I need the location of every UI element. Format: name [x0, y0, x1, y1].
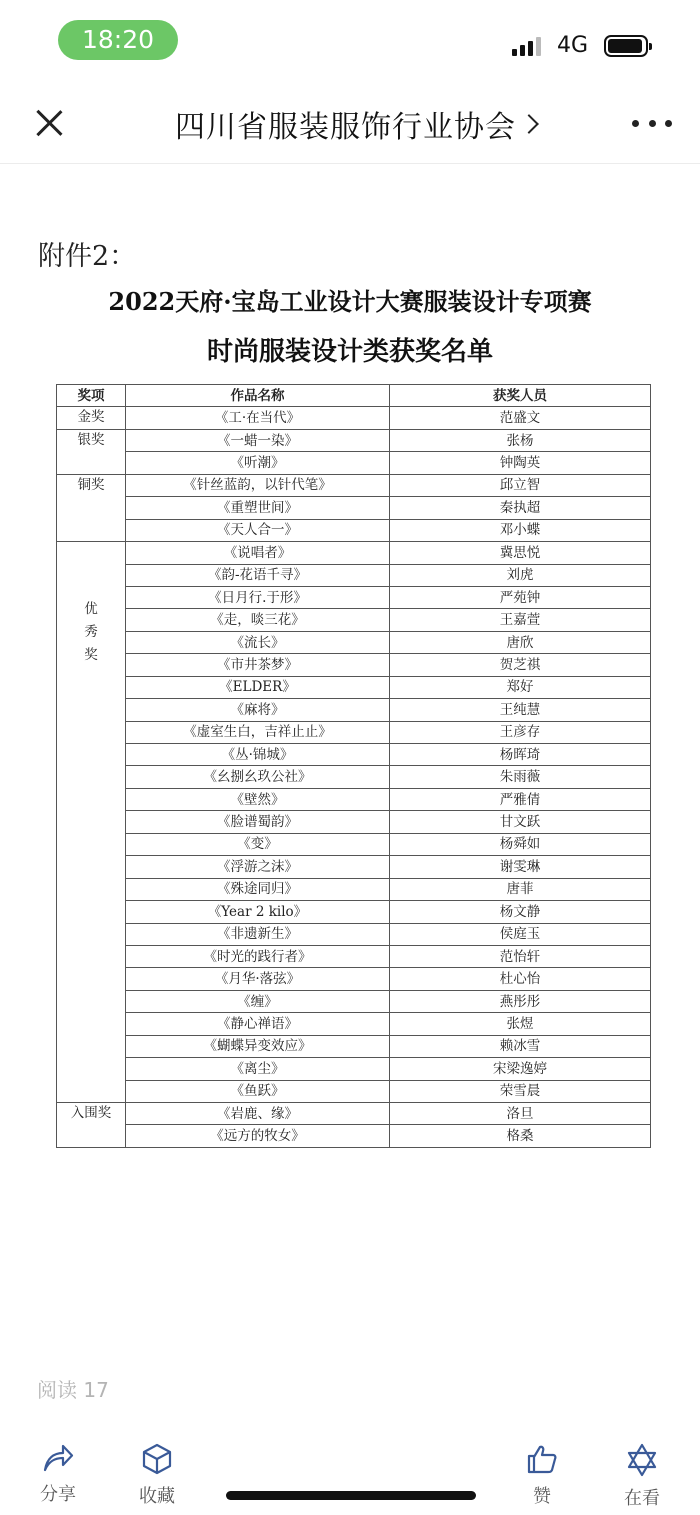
table-row — [57, 945, 651, 967]
close-icon[interactable] — [30, 104, 68, 142]
winner-name-cell: 唐欣 — [390, 631, 651, 653]
table-row — [57, 699, 651, 721]
work-title-cell: 《浮游之沫》 — [126, 856, 390, 878]
wow-button[interactable] — [612, 1442, 672, 1510]
winner-name-cell: 张煜 — [390, 1013, 651, 1035]
nav-title: 四川省服装服饰行业协会 — [175, 110, 516, 145]
chevron-right-icon — [519, 114, 539, 134]
table-row — [57, 1058, 651, 1080]
winner-name-cell: 刘虎 — [390, 564, 651, 586]
column-header-work: 作品名称 — [126, 385, 390, 407]
winner-name-cell: 杜心怡 — [390, 968, 651, 990]
table-row — [57, 519, 651, 541]
table-row — [57, 878, 651, 900]
work-title-cell: 《麻将》 — [126, 699, 390, 721]
work-title-cell: 《说唱者》 — [126, 542, 390, 564]
work-title-cell: 《工·在当代》 — [126, 407, 390, 429]
work-title-cell: 《日月行.于形》 — [126, 586, 390, 608]
column-header-winner: 获奖人员 — [390, 385, 651, 407]
document-subtitle: 时尚服装设计类获奖名单 — [206, 337, 493, 367]
star-of-david-icon — [624, 1442, 660, 1478]
work-title-cell: 《一蜡一染》 — [126, 429, 390, 451]
winner-name-cell: 贺芝祺 — [390, 654, 651, 676]
winner-name-cell: 王彦存 — [390, 721, 651, 743]
table-row — [57, 654, 651, 676]
work-title-cell: 《脸谱蜀韵》 — [126, 811, 390, 833]
table-row — [57, 429, 651, 451]
work-title-cell: 《远方的牧女》 — [126, 1125, 390, 1147]
table-row — [57, 811, 651, 833]
winner-name-cell: 冀思悦 — [390, 542, 651, 564]
winner-name-cell: 秦执超 — [390, 497, 651, 519]
work-title-cell: 《天人合一》 — [126, 519, 390, 541]
winner-name-cell: 钟陶英 — [390, 452, 651, 474]
winner-name-cell: 侯庭玉 — [390, 923, 651, 945]
winner-name-cell: 唐菲 — [390, 878, 651, 900]
work-title-cell: 《听潮》 — [126, 452, 390, 474]
work-title-cell: 《流长》 — [126, 631, 390, 653]
winner-name-cell: 杨晖琦 — [390, 744, 651, 766]
table-row — [57, 766, 651, 788]
winner-name-cell: 郑好 — [390, 676, 651, 698]
more-options-icon[interactable] — [632, 120, 672, 130]
table-row — [57, 1080, 651, 1102]
document-title: 2022天府·宝岛工业设计大赛服装设计专项赛 — [108, 287, 592, 316]
table-row — [57, 474, 651, 496]
home-indicator — [226, 1491, 476, 1500]
work-title-cell: 《虚室生白，吉祥止止》 — [126, 721, 390, 743]
cube-icon — [140, 1442, 174, 1476]
work-title-cell: 《针丝蓝韵，以针代笔》 — [126, 474, 390, 496]
winner-name-cell: 王嘉萱 — [390, 609, 651, 631]
winner-name-cell: 王纯慧 — [390, 699, 651, 721]
winner-name-cell: 荣雪晨 — [390, 1080, 651, 1102]
winner-name-cell: 格桑 — [390, 1125, 651, 1147]
winner-name-cell: 严雅倩 — [390, 788, 651, 810]
work-title-cell: 《静心禅语》 — [126, 1013, 390, 1035]
read-count: 阅读 17 — [37, 1378, 109, 1402]
table-row — [57, 1035, 651, 1057]
column-header-award: 奖项 — [57, 385, 126, 407]
winner-name-cell: 邱立智 — [390, 474, 651, 496]
like-label: 赞 — [533, 1486, 551, 1507]
table-row — [57, 542, 651, 564]
status-time: 18:20 — [58, 20, 178, 60]
winner-name-cell: 邓小蝶 — [390, 519, 651, 541]
like-button[interactable] — [512, 1442, 572, 1508]
work-title-cell: 《非遗新生》 — [126, 923, 390, 945]
work-title-cell: 《走，啖三花》 — [126, 609, 390, 631]
work-title-cell: 《岩鹿、缘》 — [126, 1103, 390, 1125]
share-button[interactable] — [28, 1442, 88, 1506]
winner-name-cell: 严苑钟 — [390, 586, 651, 608]
work-title-cell: 《市井茶梦》 — [126, 654, 390, 676]
network-type: 4G — [557, 33, 589, 58]
account-title-link[interactable] — [175, 104, 536, 144]
table-row — [57, 631, 651, 653]
table-row — [57, 1103, 651, 1125]
work-title-cell: 《月华·落弦》 — [126, 968, 390, 990]
table-row — [57, 788, 651, 810]
work-title-cell: 《重塑世间》 — [126, 497, 390, 519]
work-title-cell: 《鱼跃》 — [126, 1080, 390, 1102]
table-row — [57, 497, 651, 519]
table-row — [57, 564, 651, 586]
favorite-button[interactable] — [127, 1442, 187, 1508]
table-row — [57, 856, 651, 878]
table-row — [57, 968, 651, 990]
winner-name-cell: 赖冰雪 — [390, 1035, 651, 1057]
work-title-cell: 《壁然》 — [126, 788, 390, 810]
award-category-cell: 铜奖 — [57, 474, 126, 541]
winner-name-cell: 范怡轩 — [390, 945, 651, 967]
table-row — [57, 407, 651, 429]
share-icon — [41, 1442, 75, 1474]
work-title-cell: 《变》 — [126, 833, 390, 855]
table-header-row — [57, 385, 651, 407]
table-row — [57, 676, 651, 698]
winner-name-cell: 洛旦 — [390, 1103, 651, 1125]
table-row — [57, 609, 651, 631]
work-title-cell: 《离尘》 — [126, 1058, 390, 1080]
winner-name-cell: 甘文跃 — [390, 811, 651, 833]
award-category-cell: 银奖 — [57, 429, 126, 474]
winner-name-cell: 张杨 — [390, 429, 651, 451]
table-row — [57, 1125, 651, 1147]
battery-icon — [604, 35, 648, 57]
share-label: 分享 — [40, 1484, 76, 1505]
work-title-cell: 《殊途同归》 — [126, 878, 390, 900]
work-title-cell: 《蝴蝶异变效应》 — [126, 1035, 390, 1057]
work-title-cell: 《幺捌幺玖公社》 — [126, 766, 390, 788]
table-row — [57, 744, 651, 766]
attachment-label: 附件2： — [38, 241, 137, 272]
award-category-cell: 金奖 — [57, 407, 126, 429]
awards-table — [56, 384, 651, 1148]
work-title-cell: 《ELDER》 — [126, 676, 390, 698]
winner-name-cell: 范盛文 — [390, 407, 651, 429]
table-row — [57, 1013, 651, 1035]
work-title-cell: 《缠》 — [126, 990, 390, 1012]
signal-icon — [512, 34, 548, 56]
winner-name-cell: 朱雨薇 — [390, 766, 651, 788]
winner-name-cell: 燕彤彤 — [390, 990, 651, 1012]
nav-bar — [0, 82, 700, 164]
status-bar — [0, 0, 700, 82]
favorite-label: 收藏 — [139, 1486, 175, 1507]
work-title-cell: 《丛·锦城》 — [126, 744, 390, 766]
wow-label: 在看 — [624, 1488, 660, 1509]
work-title-cell: 《时光的践行者》 — [126, 945, 390, 967]
award-category-cell: 优 秀 奖 — [57, 542, 126, 1103]
table-row — [57, 452, 651, 474]
work-title-cell: 《Year 2 kilo》 — [126, 901, 390, 923]
work-title-cell: 《韵-花语千寻》 — [126, 564, 390, 586]
table-row — [57, 901, 651, 923]
winner-name-cell: 谢雯琳 — [390, 856, 651, 878]
table-row — [57, 586, 651, 608]
winner-name-cell: 杨文静 — [390, 901, 651, 923]
winner-name-cell: 杨舜如 — [390, 833, 651, 855]
table-row — [57, 923, 651, 945]
thumbs-up-icon — [525, 1442, 559, 1476]
table-row — [57, 721, 651, 743]
winner-name-cell: 宋梁逸婷 — [390, 1058, 651, 1080]
table-row — [57, 833, 651, 855]
award-category-cell: 入围奖 — [57, 1103, 126, 1148]
table-row — [57, 990, 651, 1012]
